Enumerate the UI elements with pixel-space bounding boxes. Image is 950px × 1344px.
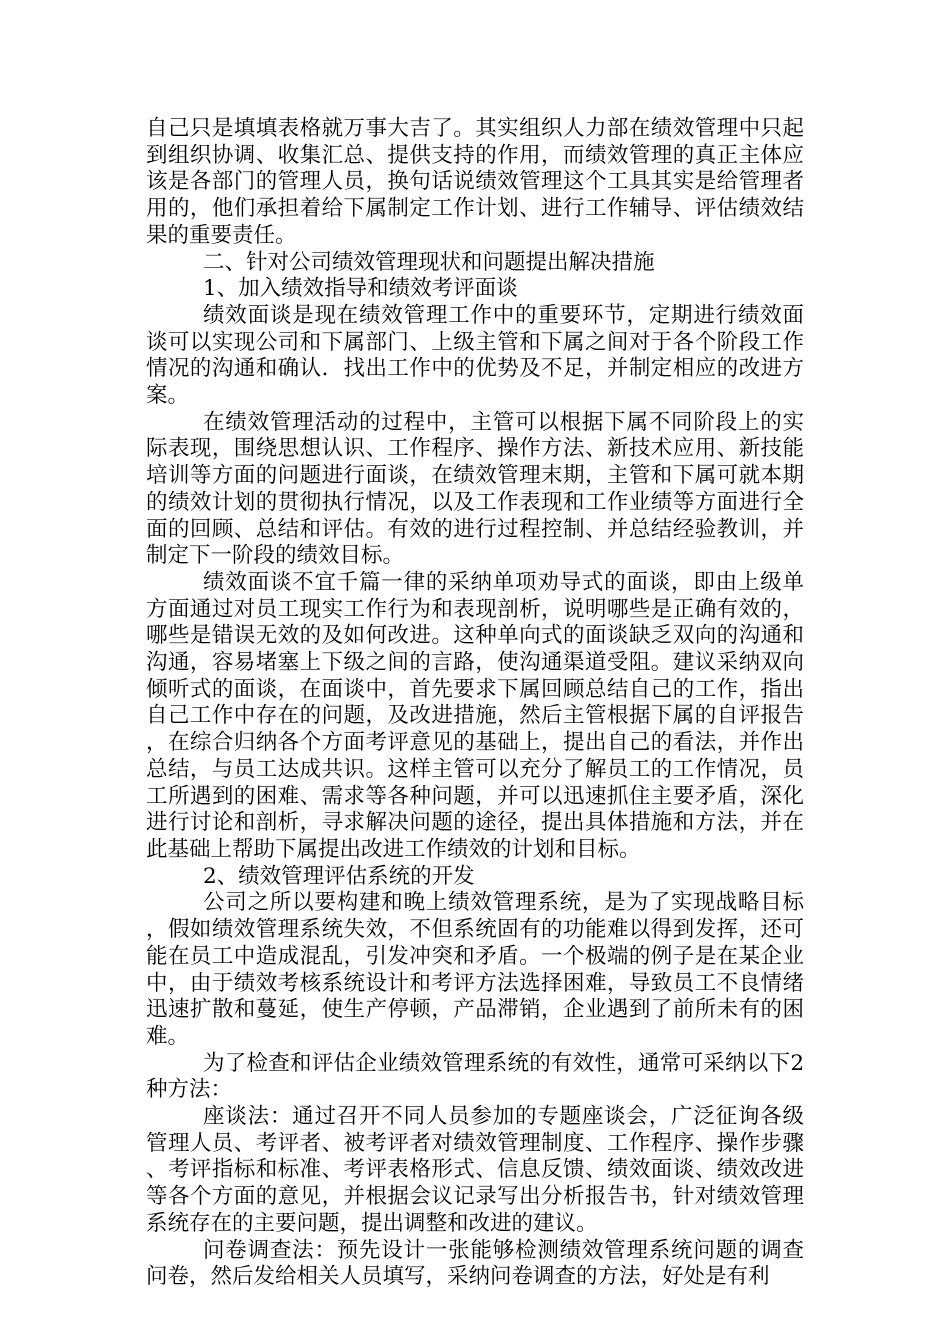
body-paragraph: 座谈法：通过召开不同人员参加的专题座谈会，广泛征询各级管理人员、考评者、被考评者对绩效管理制度、工作程序、操作步骤、考评指标和标准、考评表格形式、信息反馈、绩效面谈、绩效改进等各个方面的意见，并根据会议记录写出分析报告书，针对绩效管理系统存在的主要问题，提出调整和改进的建议。 (146, 1104, 804, 1236)
body-paragraph: 自己只是填填表格就万事大吉了。其实组织人力部在绩效管理中只起到组织协调、收集汇总、提供支持的作用，而绩效管理的真正主体应该是各部门的管理人员，换句话说绩效管理这个工具其实是给管理者用的，他们承担着给下属制定工作计划、进行工作辅导、评估绩效结果的重要责任。 (146, 116, 804, 248)
subsection-heading: 1、加入绩效指导和绩效考评面谈 (203, 276, 518, 302)
body-paragraph: 绩效面谈是现在绩效管理工作中的重要环节，定期进行绩效面谈可以实现公司和下属部门、上级主管和下属之间对于各个阶段工作情况的沟通和确认．找出工作中的优势及不足，并制定相应的改进方案。 (146, 302, 804, 409)
body-paragraph: 在绩效管理活动的过程中，主管可以根据下属不同阶段上的实际表现，围绕思想认识、工作程序、操作方法、新技术应用、新技能培训等方面的问题进行面谈，在绩效管理末期，主管和下属可就本期的绩效计划的贯彻执行情况，以及工作表现和工作业绩等方面进行全面的回顾、总结和评估。有效的进行过程控制、并总结经验教训，并制定下一阶段的绩效目标。 (146, 409, 804, 569)
body-paragraph: 为了检查和评估企业绩效管理系统的有效性，通常可采纳以下2种方法： (146, 1050, 804, 1103)
section-heading: 二、针对公司绩效管理现状和问题提出解决措施 (203, 249, 655, 275)
body-paragraph: 公司之所以要构建和晚上绩效管理系统，是为了实现战略目标，假如绩效管理系统失效，不但系统固有的功能难以得到发挥，还可能在员工中造成混乱，引发冲突和矛盾。一个极端的例子是在某企业中，由于绩效考核系统设计和考评方法选择困难，导致员工不良情绪迅速扩散和蔓延，使生产停顿，产品滞销，企业遇到了前所未有的困难。 (146, 890, 804, 1049)
document-page (146, 116, 804, 1291)
body-paragraph: 绩效面谈不宜千篇一律的采纳单项劝导式的面谈，即由上级单方面通过对员工现实工作行为和表现剖析，说明哪些是正确有效的，哪些是错误无效的及如何改进。这种单向式的面谈缺乏双向的沟通和沟通，容易堵塞上下级之间的言路，使沟通渠道受阻。建议采纳双向倾听式的面谈，在面谈中，首先要求下属回顾总结自己的工作，指出自己工作中存在的问题，及改进措施，然后主管根据下属的自评报告，在综合归纳各个方面考评意见的基础上，提出自己的看法，并作出总结，与员工达成共识。这样主管可以充分了解员工的工作情况，员工所遇到的困难、需求等各种问题，并可以迅速抓住主要矛盾，深化进行讨论和剖析，寻求解决问题的途径，提出具体措施和方法，并在此基础上帮助下属提出改进工作绩效的计划和目标。 (146, 569, 804, 862)
subsection-heading: 2、绩效管理评估系统的开发 (203, 863, 475, 889)
body-paragraph: 问卷调查法：预先设计一张能够检测绩效管理系统问题的调查问卷，然后发给相关人员填写，采纳问卷调查的方法，好处是有利 (146, 1237, 804, 1290)
